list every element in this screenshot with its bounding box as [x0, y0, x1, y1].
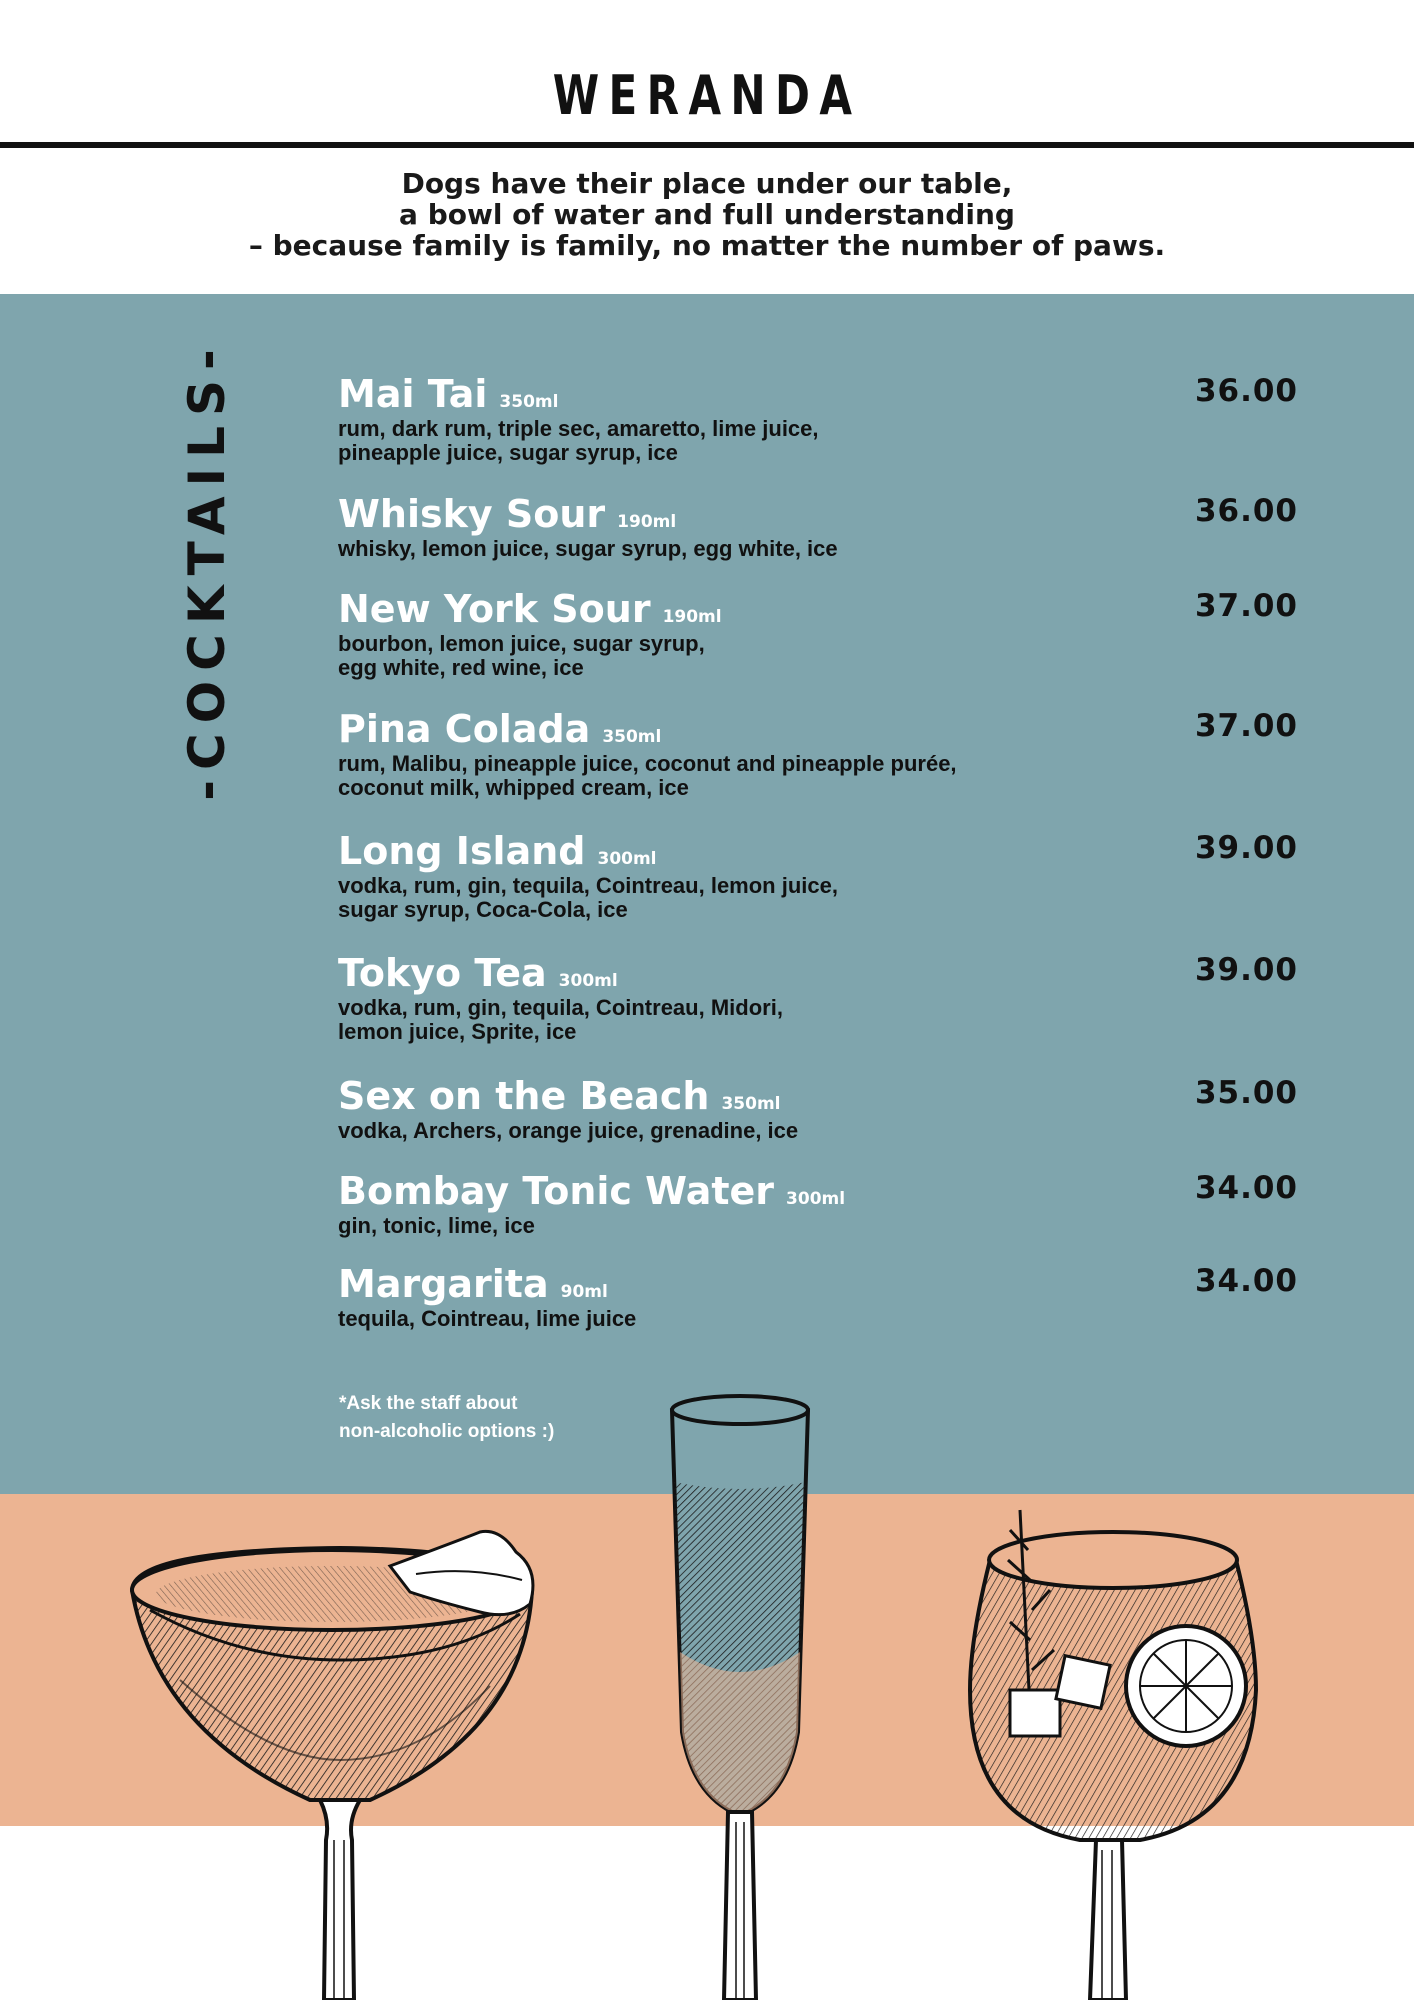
item-volume: 90ml [560, 1282, 608, 1302]
ingredients-line: rum, Malibu, pineapple juice, coconut and pineapple purée, [338, 751, 957, 776]
champagne-flute-icon [630, 1392, 850, 2000]
item-ingredients [338, 1119, 1328, 1143]
ingredients-line: gin, tonic, lime, ice [338, 1213, 535, 1238]
tagline [0, 168, 1414, 261]
menu-item-tokyo-tea [338, 952, 1328, 1044]
ingredients-line: coconut milk, whipped cream, ice [338, 775, 689, 800]
ingredients-line: rum, dark rum, triple sec, amaretto, lime juice, [338, 416, 819, 441]
menu-item-new-york-sour [338, 588, 1328, 680]
tagline-line: a bowl of water and full understanding [399, 198, 1015, 231]
item-volume: 350ml [602, 727, 662, 747]
item-ingredients [338, 537, 1328, 561]
ingredients-line: whisky, lemon juice, sugar syrup, egg white, ice [338, 536, 838, 561]
item-price: 37.00 [1194, 708, 1298, 744]
ingredients-line: tequila, Cointreau, lime juice [338, 1306, 637, 1331]
item-price: 36.00 [1194, 493, 1298, 529]
item-volume: 190ml [617, 512, 677, 532]
menu-item-long-island [338, 830, 1328, 922]
item-name: Margarita [338, 1262, 549, 1306]
note-line: non-alcoholic options :) [339, 1421, 555, 1442]
staff-note [339, 1390, 554, 1446]
item-volume: 300ml [597, 849, 657, 869]
ingredients-line: vodka, rum, gin, tequila, Cointreau, lemon juice, [338, 873, 838, 898]
note-line: *Ask the staff about [339, 1393, 518, 1414]
item-price: 39.00 [1194, 830, 1298, 866]
menu-item-sex-on-the-beach [338, 1075, 1328, 1143]
ingredients-line: vodka, Archers, orange juice, grenadine, ice [338, 1118, 799, 1143]
item-ingredients [338, 996, 1328, 1044]
item-volume: 300ml [786, 1189, 846, 1209]
item-price: 39.00 [1194, 952, 1298, 988]
item-name: Long Island [338, 829, 586, 873]
item-volume: 350ml [721, 1094, 781, 1114]
tagline-line: – because family is family, no matter the number of paws. [248, 229, 1166, 262]
item-ingredients [338, 632, 1328, 680]
coupe-glass-icon [120, 1510, 560, 2000]
item-price: 34.00 [1194, 1170, 1298, 1206]
ingredients-line: pineapple juice, sugar syrup, ice [338, 440, 678, 465]
item-ingredients [338, 874, 1328, 922]
item-volume: 350ml [499, 392, 559, 412]
tagline-line: Dogs have their place under our table, [401, 167, 1013, 200]
menu-item-margarita [338, 1263, 1328, 1331]
item-volume: 300ml [558, 971, 618, 991]
item-price: 37.00 [1194, 588, 1298, 624]
item-name: Pina Colada [338, 707, 591, 751]
menu-item-pina-colada [338, 708, 1328, 800]
item-ingredients [338, 1214, 1328, 1238]
restaurant-title: WERANDA [552, 64, 862, 127]
section-label-cocktails: -COCKTAILS- [178, 339, 236, 801]
menu-item-bombay-tonic-water [338, 1170, 1328, 1238]
header-divider [0, 142, 1414, 148]
item-name: Tokyo Tea [338, 951, 547, 995]
item-name: Mai Tai [338, 372, 488, 416]
item-name: Whisky Sour [338, 492, 606, 536]
item-price: 34.00 [1194, 1263, 1298, 1299]
item-name: Sex on the Beach [338, 1074, 710, 1118]
gin-balloon-glass-icon [950, 1490, 1290, 2000]
ingredients-line: sugar syrup, Coca-Cola, ice [338, 897, 628, 922]
menu-item-mai-tai [338, 373, 1328, 465]
ingredients-line: lemon juice, Sprite, ice [338, 1019, 577, 1044]
ingredients-line: bourbon, lemon juice, sugar syrup, [338, 631, 705, 656]
item-price: 36.00 [1194, 373, 1298, 409]
menu-item-whisky-sour [338, 493, 1328, 561]
item-name: New York Sour [338, 587, 651, 631]
ingredients-line: egg white, red wine, ice [338, 655, 584, 680]
item-name: Bombay Tonic Water [338, 1169, 775, 1213]
item-ingredients [338, 1307, 1328, 1331]
ingredients-line: vodka, rum, gin, tequila, Cointreau, Midori, [338, 995, 783, 1020]
item-ingredients [338, 417, 1328, 465]
item-price: 35.00 [1194, 1075, 1298, 1111]
item-ingredients [338, 752, 1328, 800]
item-volume: 190ml [662, 607, 722, 627]
